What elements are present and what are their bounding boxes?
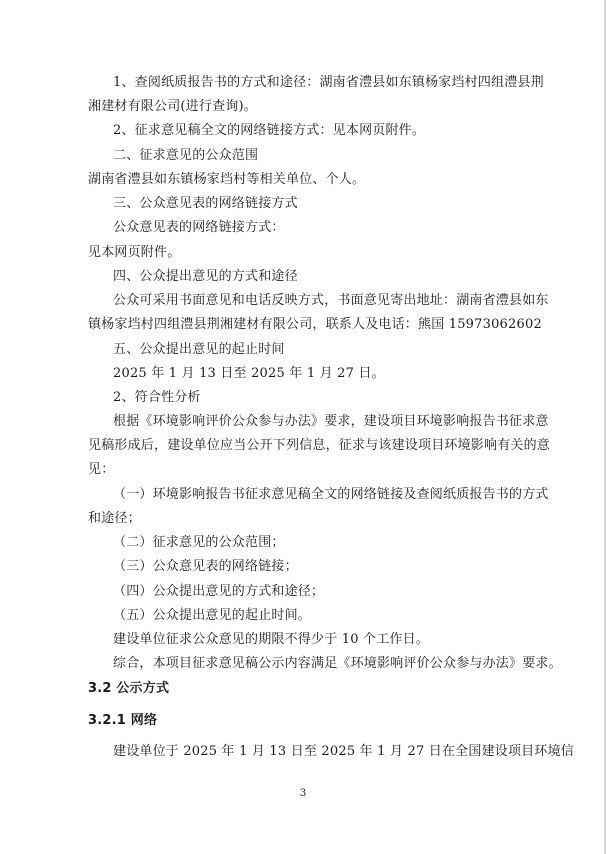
text-line: 2025 年 1 月 13 日至 2025 年 1 月 27 日。 bbox=[113, 366, 385, 381]
text-line: 根据《环境影响评价公众参与办法》要求，建设项目环境影响报告书征求意 bbox=[113, 414, 549, 429]
text-line: 湖南省澧县如东镇杨家垱村等相关单位、个人。 bbox=[88, 172, 366, 187]
text-line: 建设单位征求公众意见的期限不得少于 10 个工作日。 bbox=[113, 632, 430, 647]
text-line: （四）公众提出意见的方式和途径； bbox=[113, 584, 325, 599]
text-line: 综合，本项目征求意见稿公示内容满足《环境影响评价公众参与办法》要求。 bbox=[113, 656, 562, 671]
text-line: 见： bbox=[88, 462, 115, 477]
section-heading: 3.2 公示方式 bbox=[88, 681, 170, 696]
text-line: 2、符合性分析 bbox=[113, 390, 201, 405]
text-line: 和途径； bbox=[88, 511, 141, 526]
text-line: 公众可采用书面意见和电话反映方式，书面意见寄出地址：湖南省澧县如东 bbox=[113, 293, 549, 308]
text-line: 三、公众意见表的网络链接方式 bbox=[113, 196, 298, 211]
text-line: 四、公众提出意见的方式和途径 bbox=[113, 269, 298, 284]
text-line: （一）环境影响报告书征求意见稿全文的网络链接及查阅纸质报告书的方式 bbox=[113, 487, 549, 502]
text-line: 二、征求意见的公众范围 bbox=[113, 148, 259, 163]
page-number: 3 bbox=[299, 788, 307, 799]
text-line: 公众意见表的网络链接方式： bbox=[113, 220, 285, 235]
text-line: 五、公众提出意见的起止时间 bbox=[113, 342, 285, 357]
text-line: （三）公众意见表的网络链接； bbox=[113, 559, 298, 574]
text-line: 湘建材有限公司(进行查询)。 bbox=[88, 99, 257, 114]
text-line: 建设单位于 2025 年 1 月 13 日至 2025 年 1 月 27 日在全国建设项目环境信 bbox=[113, 744, 574, 759]
text-line: 1、查阅纸质报告书的方式和途径：湖南省澧县如东镇杨家垱村四组澧县荆 bbox=[113, 75, 544, 90]
text-line: 见稿形成后，建设单位应当公开下列信息，征求与该建设项目环境影响有关的意 bbox=[88, 438, 551, 453]
subsection-heading: 3.2.1 网络 bbox=[88, 713, 158, 728]
text-line: 见本网页附件。 bbox=[88, 245, 181, 260]
text-line: （五）公众提出意见的起止时间。 bbox=[113, 608, 312, 623]
text-line: （二）征求意见的公众范围； bbox=[113, 535, 285, 550]
text-line: 2、征求意见稿全文的网络链接方式：见本网页附件。 bbox=[113, 123, 426, 138]
text-line: 镇杨家垱村四组澧县荆湘建材有限公司，联系人及电话：熊国 15973062602 bbox=[88, 317, 542, 332]
